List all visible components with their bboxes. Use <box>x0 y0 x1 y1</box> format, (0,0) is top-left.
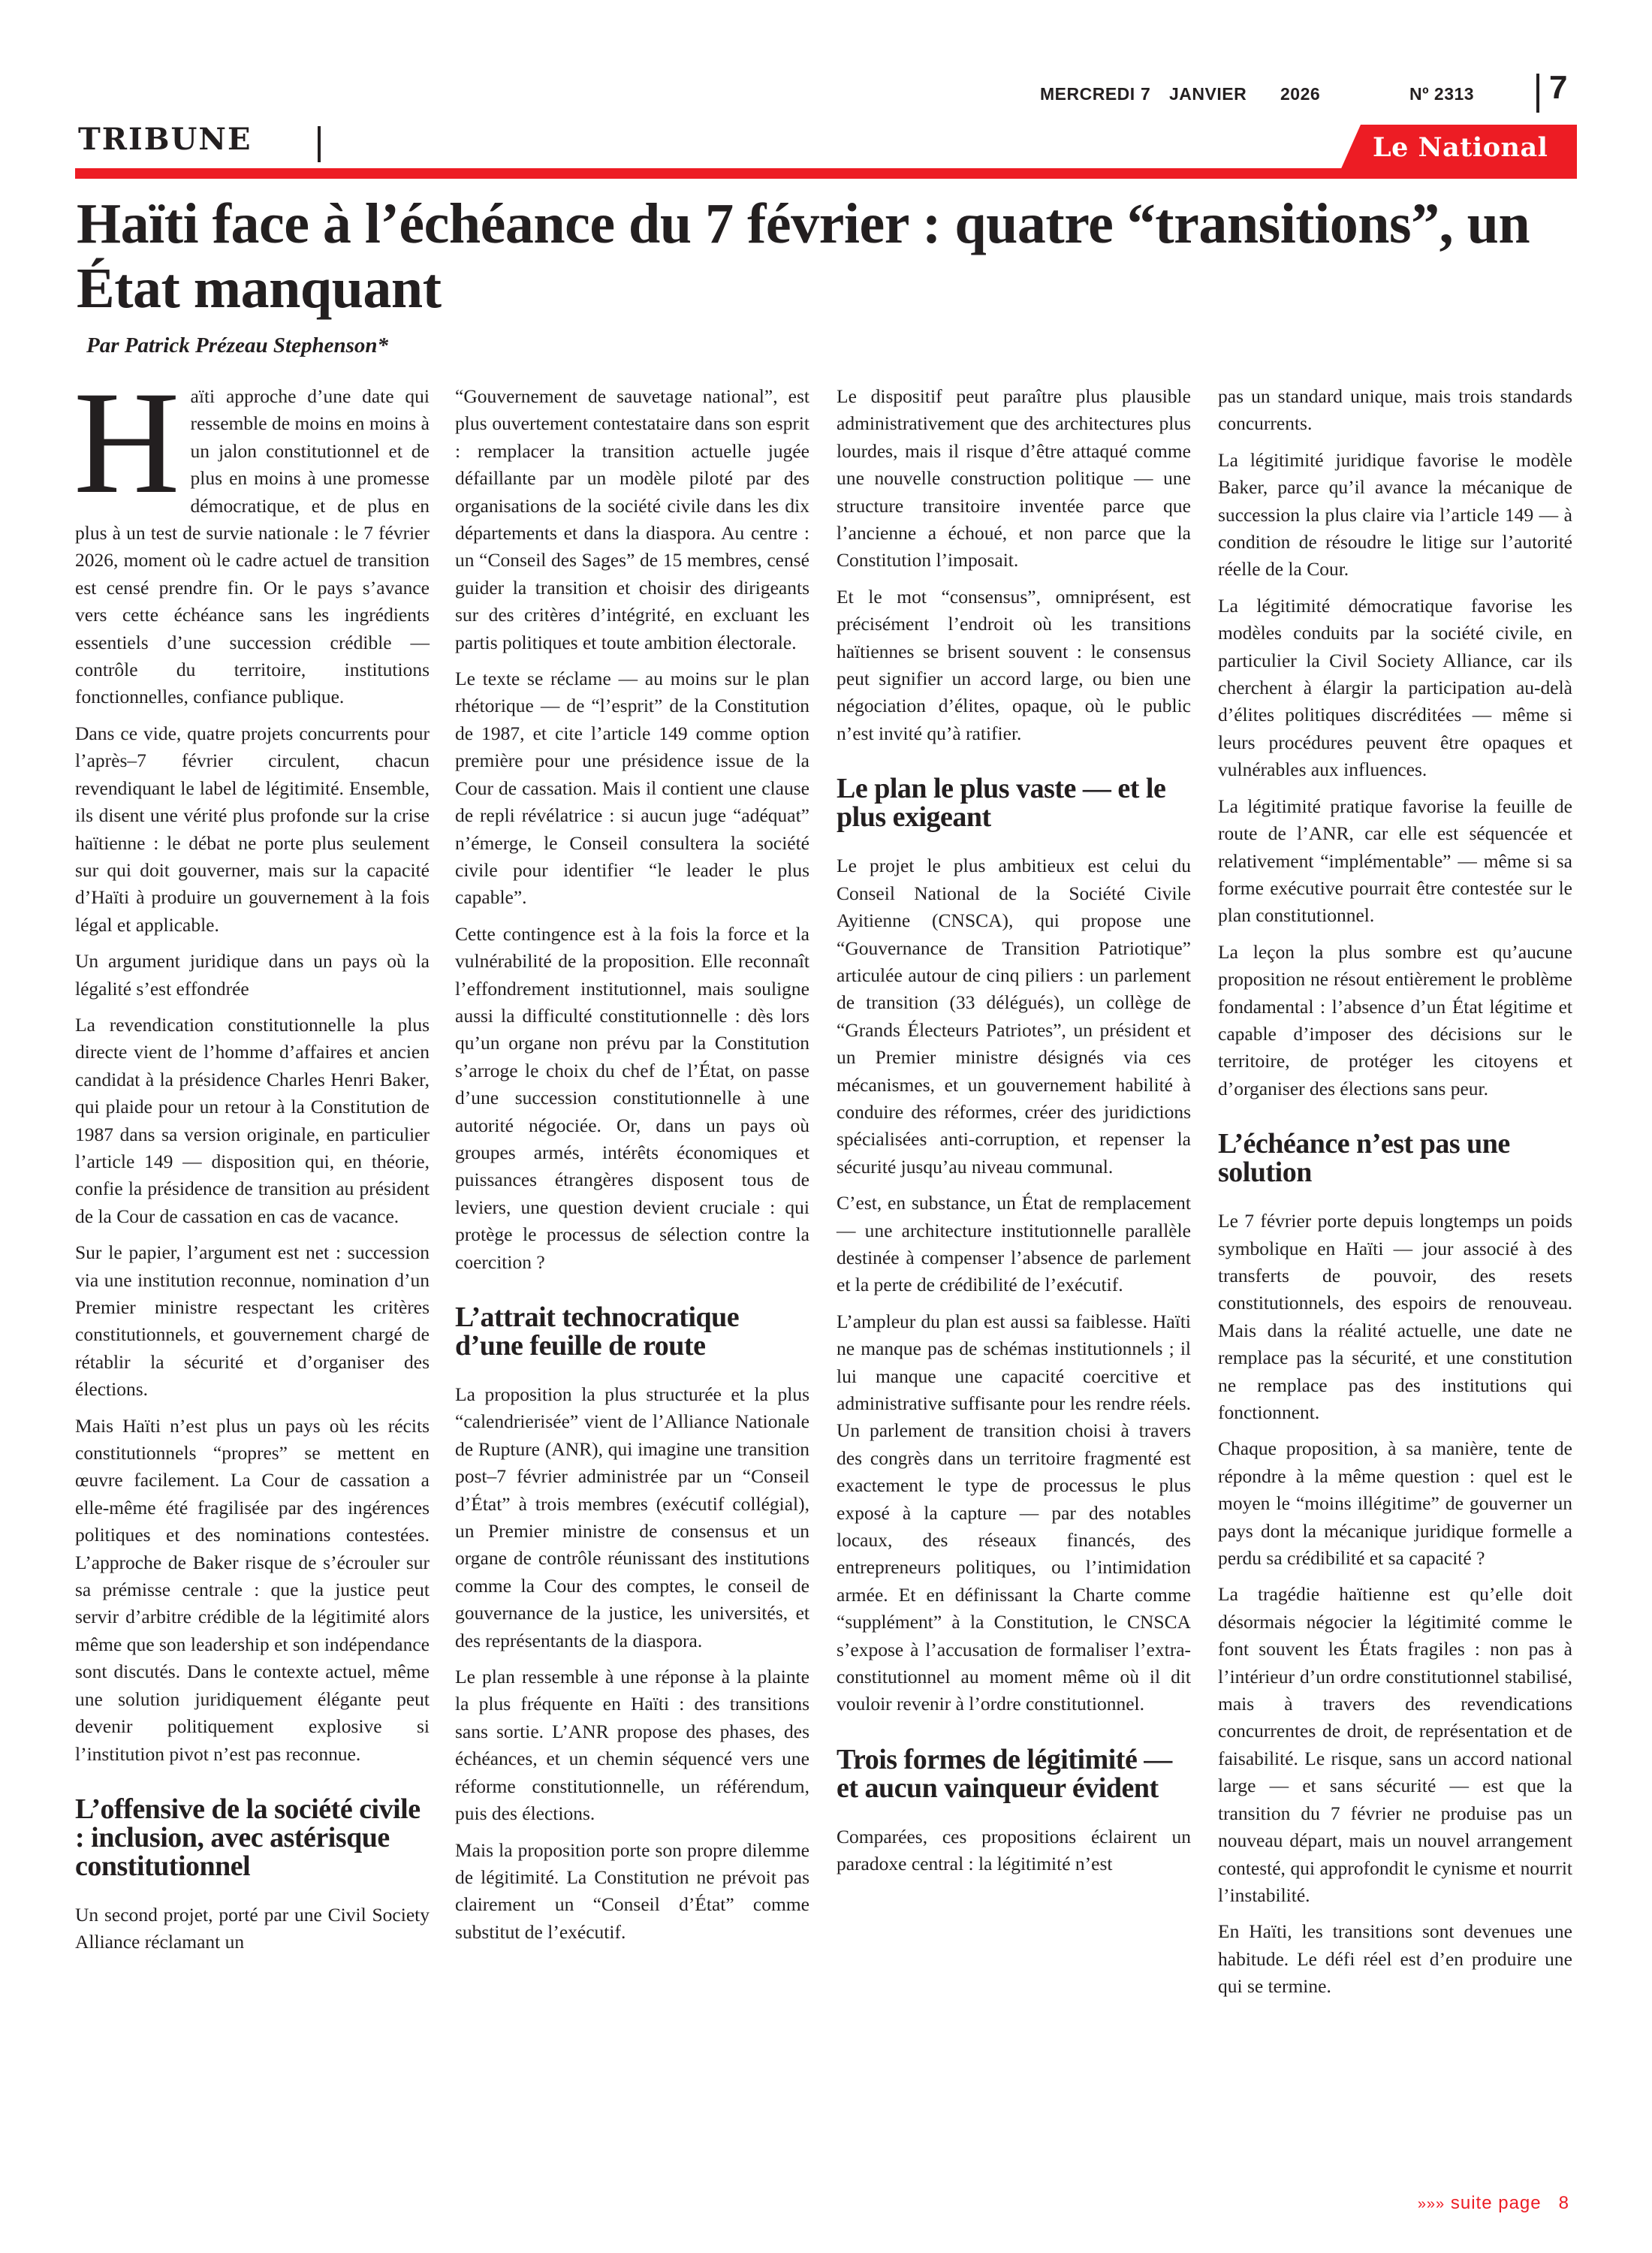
paragraph: Et le mot “consensus”, omniprésent, est précisément l’endroit où les transitions haïtiennes se brisent souvent : le consensus peut signifier un accord large, ou bien une négociation d’élites, opaque, où le public n’est invité qu’à ratifier. <box>837 585 1191 744</box>
paragraph: Mais Haïti n’est plus un pays où les récits constitutionnels “propres” se mettent en œuvre facilement. La Cour de cassation a elle-même été fragilisée par des ingérences politiques et des nominations contestées. L’approche de Baker risque de s’écrouler sur sa prémisse centrale : que la justice peut servir d’arbitre crédible de la légitimité alors même que son leadership et son indépendance sont discutés. Dans le contexte actuel, même une solution juridiquement élégante peut devenir politiquement explosive si l’institution pivot n’est pas reconnue. <box>75 1414 430 1765</box>
paragraph: Le projet le plus ambitieux est celui du Conseil National de la Société Civile Ayitienne (CNSCA), qui propose une “Gouvernance de Transition Patriotique” articulée autour de cinq piliers : un parlement de transition (33 délégués), un collège de “Grands Électeurs Patriotes”, un président et un Premier ministre désignés via ces mécanismes, et un gouvernement habilité à conduire des réformes, créer des juridictions spécialisées anti-corruption, et repenser la sécurité jusqu’au niveau communal. <box>837 855 1191 1178</box>
paragraph: Un argument juridique dans un pays où la légalité s’est effondrée <box>75 950 430 1000</box>
subheading: Trois formes de légitimité — et aucun vainqueur évident <box>837 1743 1172 1804</box>
continuation-label: suite page <box>1450 2193 1542 2213</box>
issue-year: 2026 <box>1280 84 1321 104</box>
article-byline: Par Patrick Prézeau Stephenson* <box>86 333 388 357</box>
paragraph: Le dispositif peut paraître plus plausible administrativement que des architectures plus lourdes, mais il risque d’être attaqué comme une nouvelle construction politique — une structure transitoire inventée parce que l’ancienne a échoué, et non parce que la Constitution l’imposait. <box>837 385 1191 572</box>
issue-month: JANVIER <box>1169 84 1247 104</box>
paragraph: “Gouvernement de sauvetage national”, est plus ouvertement contestataire dans son esprit : remplacer la transition actuelle jugée défaillante par un modèle piloté par des organisations de la société civile dans les dix départements et dans la diaspora. Au centre : un “Conseil des Sages” de 15 membres, censé guider la transition et choisir des dirigeants sur des critères d’intégrité, en excluant les partis politiques et toute ambition électorale. <box>455 385 809 653</box>
page-number: 7 <box>1549 69 1568 106</box>
article-column-4 <box>1218 383 1572 2010</box>
paragraph: La légitimité démocratique favorise les modèles conduits par la société civile, en particulier la Civil Society Alliance, car ils cherchent à élargir la participation au-delà d’élites politiques discréditées — même si leurs procédures peuvent être opaques et vulnérables aux influences. <box>1218 594 1572 781</box>
subheading: L’offensive de la société civile : inclusion, avec astérisque constitutionnel <box>75 1793 421 1882</box>
subheading: L’attrait technocratique d’une feuille de route <box>455 1301 740 1362</box>
page-number-divider <box>1536 74 1539 113</box>
section-divider <box>318 126 321 162</box>
paragraph: Le plan ressemble à une réponse à la plainte la plus fréquente en Haïti : des transitions sans sortie. L’ANR propose des phases, des échéances, et un chemin séquencé vers une réforme constitutionnelle, un référendum, puis des élections. <box>455 1666 809 1825</box>
paragraph: Dans ce vide, quatre projets concurrents pour l’après–7 février circulent, chacun revendiquant le label de légitimité. Ensemble, ils disent une vérité plus profonde sur la crise haïtienne : le débat ne porte plus seulement sur qui doit gouverner, mais sur la capacité d’Haïti à produire un gouvernement à la fois légal et applicable. <box>75 722 430 936</box>
paragraph: Cette contingence est à la fois la force et la vulnérabilité de la proposition. Elle reconnaît l’effondrement institutionnel, mais souligne aussi la difficulté constitutionnelle : dès lors qu’un organe non prévu par la Constitution s’arroge le choix du chef de l’État, on passe d’une succession constitutionnelle à une autorité négociée. Or, dans un pays où groupes armés, intérêts économiques et puissances étrangères disposent tous de leviers, une question devient cruciale : qui protège le processus de sélection contre la coercition ? <box>455 922 809 1273</box>
paragraph: La légitimité juridique favorise le modèle Baker, parce qu’il avance la mécanique de succession la plus claire via l’article 149 — à condition de résoudre le litige sur l’autorité réelle de la Cour. <box>1218 448 1572 581</box>
paragraph: Comparées, ces propositions éclairent un paradoxe central : la légitimité n’est <box>837 1825 1191 1875</box>
continuation-page: 8 <box>1558 2193 1569 2213</box>
brand-logo: Le National <box>1373 132 1548 163</box>
issue-date-day: 7 <box>1141 84 1151 104</box>
continued-on-page-link[interactable] <box>1418 2193 1569 2214</box>
paragraph: Haïti approche d’une date qui ressemble de moins en moins à un jalon constitutionnel et de plus en moins à une promesse démocratique, et de plus en plus à un test de survie nationale : le 7 février 2026, moment où le cadre actuel de transition est censé prendre fin. Or le pays s’avance vers cette échéance sans les ingrédients essentiels d’une succession crédible — contrôle du territoire, institutions fonctionnelles, confiance publique. <box>74 361 430 708</box>
paragraph: La tragédie haïtienne est qu’elle doit désormais négocier la légitimité comme le font souvent les États fragiles : non pas à l’intérieur d’un ordre constitutionnel stabilisé, mais à travers des revendications concurrentes de droit, de représentation et de faisabilité. Le risque, sans un accord national large — et sans sécurité — est que la transition du 7 février ne produise pas un nouveau départ, mais un nouvel arrangement contesté, qui approfondit le cynisme et nourrit l’instabilité. <box>1218 1583 1572 1906</box>
article-column-1 <box>74 361 430 1965</box>
paragraph: Le texte se réclame — au moins sur le plan rhétorique — de “l’esprit” de la Constitution de 1987, et cite l’article 149 comme option première pour une présidence issue de la Cour de cassation. Mais il contient une clause de repli révélatrice : si aucun juge “adéquat” n’émerge, le Conseil consultera la société civile pour identifier “le leader le plus capable”. <box>455 668 809 909</box>
paragraph: Sur le papier, l’argument est net : succession via une institution reconnue, nomination d’un Premier ministre respectant les critères constitutionnels, et gouvernement chargé de rétablir la sécurité et d’organiser des élections. <box>75 1241 430 1401</box>
paragraph: La proposition la plus structurée et la plus “calendrierisée” vient de l’Alliance Nationale de Rupture (ANR), qui imagine une transition post–7 février administrée par un “Conseil d’État” à trois membres (exécutif collégial), un Premier ministre de consensus et un organe de contrôle réunissant des institutions comme la Cour des comptes, le conseil de gouvernance de la justice, les universités, et des représentants de la diaspora. <box>455 1383 809 1651</box>
issue-number: Nº 2313 <box>1409 84 1475 104</box>
chevrons-right-icon: »»» <box>1417 2196 1446 2212</box>
section-label: TRIBUNE <box>78 122 252 157</box>
paragraph: Un second projet, porté par une Civil Society Alliance réclamant un <box>75 1903 430 1953</box>
subheading: L’échéance n’est pas une solution <box>1218 1128 1510 1189</box>
paragraph: En Haïti, les transitions sont devenues une habitude. Le défi réel est d’en produire une qui se termine. <box>1218 1920 1572 1998</box>
paragraph: C’est, en substance, un État de remplacement — une architecture institutionnelle parallèle destinée à compenser l’absence de parlement et la perte de crédibilité de l’exécutif. <box>837 1192 1191 1296</box>
paragraph: L’ampleur du plan est aussi sa faiblesse. Haïti ne manque pas de schémas institutionnels ; il lui manque une capacité coercitive et administrative suffisante pour les rendre réels. Un parlement de transition choisi à travers des congrès dans un territoire fragmenté est exactement le type de processus le plus exposé à la capture — par des notables locaux, des réseaux financés, des entrepreneurs politiques, ou l’intimidation armée. Et en définissant la Charte comme “supplément” à la Constitution, le CNSCA s’expose à l’accusation de formaliser l’extra-constitutionnel au moment même où il dit vouloir revenir à l’ordre constitutionnel. <box>837 1310 1191 1715</box>
subheading: Le plan le plus vaste — et le plus exigeant <box>837 773 1166 834</box>
paragraph: Chaque proposition, à sa manière, tente de répondre à la même question : quel est le moyen le “moins illégitime” de gouverner un pays dont la mécanique juridique formelle a perdu sa crédibilité et sa capacité ? <box>1218 1437 1572 1570</box>
issue-day: MERCREDI <box>1040 84 1135 104</box>
paragraph: Mais la proposition porte son propre dilemme de légitimité. La Constitution ne prévoit pas clairement un “Conseil d’État” comme substitut de l’exécutif. <box>455 1838 809 1943</box>
article-column-2 <box>455 383 809 1955</box>
article-column-3 <box>837 383 1191 1887</box>
drop-cap: H <box>74 361 180 524</box>
paragraph: Le 7 février porte depuis longtemps un poids symbolique en Haïti — jour associé à des transferts de pouvoir, des resets constitutionnels, des espoirs de renouveau. Mais dans la réalité actuelle, une date ne remplace pas la sécurité, et une constitution ne remplace pas des institutions qui fonctionnent. <box>1218 1210 1572 1423</box>
paragraph: La revendication constitutionnelle la plus directe vient de l’homme d’affaires et ancien candidat à la présidence Charles Henri Baker, qui plaide pour un retour à la Constitution de 1987 dans sa version originale, en particulier l’article 149 — disposition qui, en théorie, confie la présidence de transition au président de la Cour de cassation en cas de vacance. <box>75 1013 430 1227</box>
paragraph: pas un standard unique, mais trois standards concurrents. <box>1218 385 1572 435</box>
paragraph: La leçon la plus sombre est qu’aucune proposition ne résout entièrement le problème fondamental : l’absence d’un État légitime et capable d’imposer des décisions sur le territoire, de protéger les citoyens et d’organiser des élections sans peur. <box>1218 940 1572 1099</box>
article-headline: Haïti face à l’échéance du 7 février : quatre “transitions”, un État manquant <box>77 192 1530 320</box>
paragraph: La légitimité pratique favorise la feuille de route de l’ANR, car elle est séquencée et relativement “implémentable” — même si sa forme exécutive pourrait être contestée sur le plan constitutionnel. <box>1218 795 1572 927</box>
